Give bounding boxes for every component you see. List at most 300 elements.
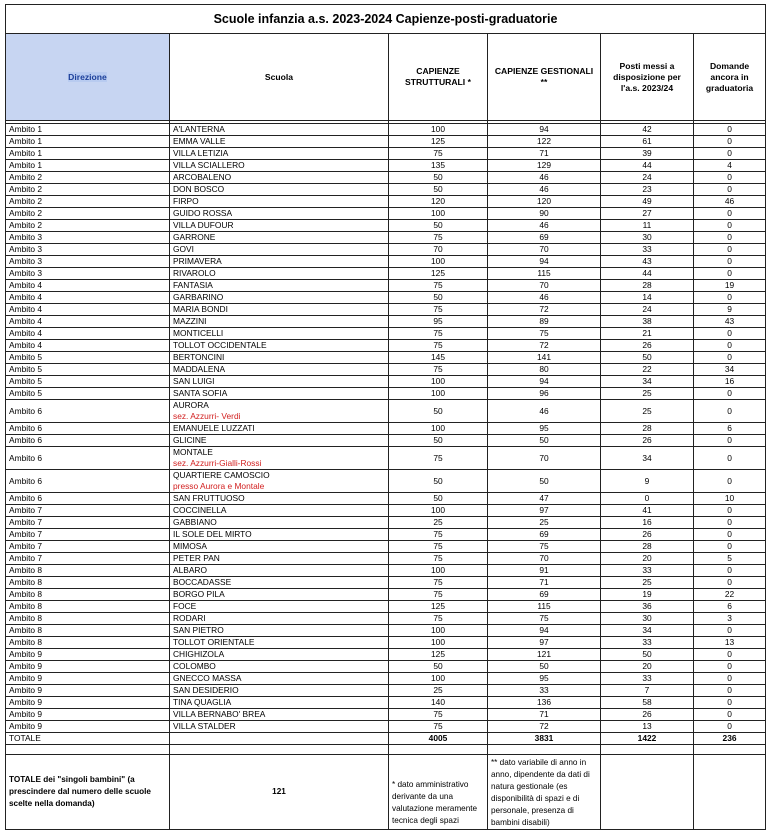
cell-capienze-gestionali: 97 xyxy=(488,505,601,517)
table-row xyxy=(6,661,766,673)
cell-posti: 42 xyxy=(601,124,694,136)
totale-label: TOTALE xyxy=(6,733,170,745)
cell-posti: 28 xyxy=(601,541,694,553)
cell-capienze-strutturali: 50 xyxy=(389,493,488,505)
school-name: RIVAROLO xyxy=(173,268,216,278)
cell-direzione: Ambito 8 xyxy=(6,589,170,601)
cell-domande: 0 xyxy=(694,136,766,148)
cell-scuola xyxy=(170,268,389,280)
cell-capienze-strutturali: 50 xyxy=(389,184,488,196)
cell-domande: 0 xyxy=(694,340,766,352)
cell-direzione: Ambito 9 xyxy=(6,697,170,709)
school-name: MARIA BONDI xyxy=(173,304,228,314)
cell-capienze-gestionali: 95 xyxy=(488,673,601,685)
header-domande: Domande ancora in graduatoria xyxy=(694,34,766,121)
cell-scuola xyxy=(170,244,389,256)
cell-scuola xyxy=(170,160,389,172)
cell-capienze-strutturali: 75 xyxy=(389,280,488,292)
cell-capienze-gestionali: 75 xyxy=(488,613,601,625)
cell-scuola xyxy=(170,364,389,376)
table-row xyxy=(6,208,766,220)
cell-capienze-gestionali: 115 xyxy=(488,601,601,613)
footer-row xyxy=(6,755,766,830)
cell-capienze-gestionali: 70 xyxy=(488,244,601,256)
cell-capienze-strutturali: 50 xyxy=(389,470,488,493)
cell-direzione: Ambito 2 xyxy=(6,196,170,208)
cell-capienze-strutturali: 70 xyxy=(389,244,488,256)
cell-domande: 0 xyxy=(694,435,766,447)
table-row xyxy=(6,184,766,196)
table-row xyxy=(6,541,766,553)
cell-direzione: Ambito 8 xyxy=(6,637,170,649)
cell-domande: 34 xyxy=(694,364,766,376)
school-name: PRIMAVERA xyxy=(173,256,222,266)
cell-capienze-gestionali: 71 xyxy=(488,577,601,589)
cell-capienze-strutturali: 100 xyxy=(389,124,488,136)
cell-direzione: Ambito 3 xyxy=(6,268,170,280)
school-name: QUARTIERE CAMOSCIO xyxy=(173,470,270,480)
cell-capienze-strutturali: 125 xyxy=(389,268,488,280)
cell-domande: 0 xyxy=(694,565,766,577)
cell-scuola xyxy=(170,388,389,400)
cell-scuola xyxy=(170,316,389,328)
sheet-title: Scuole infanzia a.s. 2023-2024 Capienze-posti-graduatorie xyxy=(6,5,766,34)
cell-domande: 13 xyxy=(694,637,766,649)
school-name: ALBARO xyxy=(173,565,207,575)
cell-posti: 50 xyxy=(601,352,694,364)
cell-scuola xyxy=(170,553,389,565)
cell-scuola xyxy=(170,304,389,316)
cell-scuola xyxy=(170,400,389,423)
table-row xyxy=(6,625,766,637)
cell-domande: 0 xyxy=(694,268,766,280)
table-row xyxy=(6,517,766,529)
table-row xyxy=(6,697,766,709)
cell-posti: 33 xyxy=(601,565,694,577)
header-capienze-strutturali: CAPIENZE STRUTTURALI * xyxy=(389,34,488,121)
cell-capienze-gestionali: 94 xyxy=(488,376,601,388)
cell-capienze-gestionali: 46 xyxy=(488,400,601,423)
school-name: TOLLOT OCCIDENTALE xyxy=(173,340,267,350)
cell-direzione: Ambito 3 xyxy=(6,232,170,244)
cell-domande: 0 xyxy=(694,470,766,493)
cell-domande: 0 xyxy=(694,697,766,709)
cell-capienze-strutturali: 75 xyxy=(389,613,488,625)
cell-scuola xyxy=(170,541,389,553)
cell-scuola xyxy=(170,340,389,352)
cell-scuola xyxy=(170,292,389,304)
table-row xyxy=(6,280,766,292)
cell-scuola xyxy=(170,493,389,505)
cell-capienze-strutturali: 75 xyxy=(389,304,488,316)
cell-scuola xyxy=(170,280,389,292)
school-name: FIRPO xyxy=(173,196,199,206)
school-name: VILLA LETIZIA xyxy=(173,148,229,158)
cell-direzione: Ambito 7 xyxy=(6,529,170,541)
cell-capienze-strutturali: 75 xyxy=(389,589,488,601)
table-row xyxy=(6,435,766,447)
school-name: CHIGHIZOLA xyxy=(173,649,225,659)
cell-scuola xyxy=(170,589,389,601)
cell-direzione: Ambito 9 xyxy=(6,649,170,661)
school-note: presso Aurora e Montale xyxy=(173,481,265,491)
cell-capienze-gestionali: 50 xyxy=(488,470,601,493)
cell-posti: 38 xyxy=(601,316,694,328)
cell-direzione: Ambito 9 xyxy=(6,661,170,673)
cell-scuola xyxy=(170,505,389,517)
school-name: GLICINE xyxy=(173,435,207,445)
cell-capienze-strutturali: 125 xyxy=(389,136,488,148)
cell-scuola xyxy=(170,196,389,208)
cell-capienze-gestionali: 120 xyxy=(488,196,601,208)
cell-capienze-strutturali: 135 xyxy=(389,160,488,172)
school-name: ARCOBALENO xyxy=(173,172,232,182)
cell-posti: 34 xyxy=(601,447,694,470)
cell-capienze-gestionali: 47 xyxy=(488,493,601,505)
cell-direzione: Ambito 1 xyxy=(6,136,170,148)
school-name: GUIDO ROSSA xyxy=(173,208,233,218)
cell-domande: 0 xyxy=(694,232,766,244)
cell-domande: 0 xyxy=(694,541,766,553)
cell-direzione: Ambito 7 xyxy=(6,517,170,529)
cell-capienze-strutturali: 140 xyxy=(389,697,488,709)
cell-capienze-strutturali: 145 xyxy=(389,352,488,364)
cell-capienze-gestionali: 50 xyxy=(488,435,601,447)
school-name: MONTALE xyxy=(173,447,213,457)
school-name: GARRONE xyxy=(173,232,216,242)
cell-capienze-strutturali: 125 xyxy=(389,601,488,613)
cell-domande: 0 xyxy=(694,124,766,136)
school-name: TOLLOT ORIENTALE xyxy=(173,637,255,647)
school-name: GOVI xyxy=(173,244,194,254)
cell-domande: 0 xyxy=(694,244,766,256)
header-capienze-gestionali: CAPIENZE GESTIONALI ** xyxy=(488,34,601,121)
cell-domande: 43 xyxy=(694,316,766,328)
cell-posti: 61 xyxy=(601,136,694,148)
cell-posti: 36 xyxy=(601,601,694,613)
cell-capienze-gestionali: 33 xyxy=(488,685,601,697)
table-row xyxy=(6,673,766,685)
cell-capienze-strutturali: 95 xyxy=(389,316,488,328)
cell-domande: 0 xyxy=(694,529,766,541)
totale-gestionali: 3831 xyxy=(488,733,601,745)
cell-posti: 23 xyxy=(601,184,694,196)
cell-posti: 44 xyxy=(601,268,694,280)
cell-domande: 0 xyxy=(694,220,766,232)
cell-posti: 26 xyxy=(601,709,694,721)
cell-scuola xyxy=(170,256,389,268)
school-name: MAZZINI xyxy=(173,316,207,326)
school-name: EMANUELE LUZZATI xyxy=(173,423,255,433)
school-name: COCCINELLA xyxy=(173,505,227,515)
cell-posti: 24 xyxy=(601,172,694,184)
cell-domande: 3 xyxy=(694,613,766,625)
school-name: BORGO PILA xyxy=(173,589,225,599)
school-name: IL SOLE DEL MIRTO xyxy=(173,529,252,539)
cell-capienze-strutturali: 75 xyxy=(389,577,488,589)
cell-domande: 0 xyxy=(694,625,766,637)
table-row xyxy=(6,148,766,160)
cell-scuola xyxy=(170,148,389,160)
cell-posti: 30 xyxy=(601,613,694,625)
school-name: TINA QUAGLIA xyxy=(173,697,232,707)
cell-posti: 21 xyxy=(601,328,694,340)
cell-domande: 0 xyxy=(694,292,766,304)
cell-posti: 13 xyxy=(601,721,694,733)
cell-direzione: Ambito 4 xyxy=(6,340,170,352)
cell-posti: 20 xyxy=(601,553,694,565)
cell-direzione: Ambito 4 xyxy=(6,304,170,316)
header-posti: Posti messi a disposizione per l'a.s. 2023/24 xyxy=(601,34,694,121)
cell-direzione: Ambito 4 xyxy=(6,292,170,304)
cell-domande: 5 xyxy=(694,553,766,565)
header-row xyxy=(6,34,766,121)
table-row xyxy=(6,256,766,268)
totale-strutturali: 4005 xyxy=(389,733,488,745)
cell-domande: 0 xyxy=(694,517,766,529)
cell-posti: 19 xyxy=(601,589,694,601)
school-note: sez. Azzurri-Gialli-Rossi xyxy=(173,458,262,468)
cell-direzione: Ambito 5 xyxy=(6,364,170,376)
cell-posti: 7 xyxy=(601,685,694,697)
cell-posti: 24 xyxy=(601,304,694,316)
cell-posti: 34 xyxy=(601,376,694,388)
cell-direzione: Ambito 7 xyxy=(6,541,170,553)
cell-domande: 0 xyxy=(694,673,766,685)
cell-domande: 0 xyxy=(694,685,766,697)
cell-direzione: Ambito 8 xyxy=(6,601,170,613)
cell-direzione: Ambito 6 xyxy=(6,400,170,423)
cell-domande: 0 xyxy=(694,184,766,196)
cell-posti: 25 xyxy=(601,577,694,589)
school-name: VILLA DUFOUR xyxy=(173,220,234,230)
cell-direzione: Ambito 8 xyxy=(6,577,170,589)
cell-direzione: Ambito 1 xyxy=(6,148,170,160)
cell-scuola xyxy=(170,529,389,541)
cell-direzione: Ambito 8 xyxy=(6,565,170,577)
school-name: SAN FRUTTUOSO xyxy=(173,493,245,503)
cell-posti: 25 xyxy=(601,400,694,423)
cell-capienze-gestionali: 46 xyxy=(488,172,601,184)
cell-scuola xyxy=(170,136,389,148)
cell-capienze-strutturali: 125 xyxy=(389,649,488,661)
cell-direzione: Ambito 8 xyxy=(6,613,170,625)
cell-domande: 0 xyxy=(694,352,766,364)
table-row xyxy=(6,601,766,613)
cell-direzione: Ambito 2 xyxy=(6,220,170,232)
cell-scuola xyxy=(170,601,389,613)
cell-capienze-strutturali: 100 xyxy=(389,625,488,637)
cell-domande: 0 xyxy=(694,661,766,673)
table-row xyxy=(6,400,766,423)
cell-capienze-gestionali: 71 xyxy=(488,709,601,721)
cell-direzione: Ambito 6 xyxy=(6,470,170,493)
cell-capienze-strutturali: 75 xyxy=(389,529,488,541)
cell-capienze-gestionali: 91 xyxy=(488,565,601,577)
cell-capienze-gestionali: 70 xyxy=(488,280,601,292)
cell-scuola xyxy=(170,637,389,649)
table-row xyxy=(6,328,766,340)
cell-domande: 46 xyxy=(694,196,766,208)
table-row xyxy=(6,685,766,697)
cell-posti: 44 xyxy=(601,160,694,172)
cell-domande: 0 xyxy=(694,649,766,661)
cell-scuola xyxy=(170,124,389,136)
school-name: GARBARINO xyxy=(173,292,224,302)
cell-direzione: Ambito 4 xyxy=(6,328,170,340)
cell-capienze-strutturali: 50 xyxy=(389,661,488,673)
cell-direzione: Ambito 1 xyxy=(6,160,170,172)
table-row xyxy=(6,447,766,470)
cell-capienze-strutturali: 50 xyxy=(389,400,488,423)
cell-capienze-strutturali: 75 xyxy=(389,721,488,733)
cell-domande: 0 xyxy=(694,400,766,423)
cell-domande: 16 xyxy=(694,376,766,388)
cell-capienze-strutturali: 120 xyxy=(389,196,488,208)
table-row xyxy=(6,649,766,661)
table-row xyxy=(6,124,766,136)
cell-capienze-gestionali: 90 xyxy=(488,208,601,220)
cell-scuola xyxy=(170,435,389,447)
table-row xyxy=(6,160,766,172)
table-row xyxy=(6,505,766,517)
table-row xyxy=(6,493,766,505)
cell-scuola xyxy=(170,577,389,589)
cell-direzione: Ambito 9 xyxy=(6,721,170,733)
cell-capienze-gestionali: 70 xyxy=(488,447,601,470)
cell-domande: 6 xyxy=(694,601,766,613)
cell-direzione: Ambito 2 xyxy=(6,172,170,184)
cell-posti: 49 xyxy=(601,196,694,208)
cell-capienze-gestionali: 129 xyxy=(488,160,601,172)
cell-scuola xyxy=(170,625,389,637)
cell-scuola xyxy=(170,685,389,697)
school-note: sez. Azzurri- Verdi xyxy=(173,411,241,421)
table-row xyxy=(6,376,766,388)
cell-capienze-gestionali: 46 xyxy=(488,184,601,196)
table-row xyxy=(6,589,766,601)
cell-domande: 6 xyxy=(694,423,766,435)
cell-capienze-strutturali: 100 xyxy=(389,388,488,400)
cell-capienze-gestionali: 72 xyxy=(488,304,601,316)
cell-capienze-strutturali: 75 xyxy=(389,148,488,160)
school-name: SANTA SOFIA xyxy=(173,388,228,398)
school-name: MADDALENA xyxy=(173,364,226,374)
table-row xyxy=(6,613,766,625)
cell-capienze-gestionali: 69 xyxy=(488,232,601,244)
cell-posti: 26 xyxy=(601,340,694,352)
cell-scuola xyxy=(170,649,389,661)
table-row xyxy=(6,196,766,208)
totale-posti: 1422 xyxy=(601,733,694,745)
table-row xyxy=(6,637,766,649)
cell-domande: 0 xyxy=(694,328,766,340)
table-row xyxy=(6,364,766,376)
cell-domande: 0 xyxy=(694,172,766,184)
cell-capienze-strutturali: 75 xyxy=(389,232,488,244)
cell-scuola xyxy=(170,661,389,673)
cell-domande: 0 xyxy=(694,721,766,733)
school-name: GNECCO MASSA xyxy=(173,673,242,683)
note-gestionali: ** dato variabile di anno in anno, dipendente da dati di natura gestionale (es disponibilità di spazi e di personale, presenza di bambini disabili) xyxy=(488,755,601,830)
table-row xyxy=(6,220,766,232)
cell-posti: 26 xyxy=(601,435,694,447)
cell-direzione: Ambito 6 xyxy=(6,423,170,435)
cell-scuola xyxy=(170,352,389,364)
cell-scuola xyxy=(170,697,389,709)
cell-capienze-strutturali: 50 xyxy=(389,172,488,184)
cell-domande: 0 xyxy=(694,505,766,517)
cell-capienze-strutturali: 100 xyxy=(389,637,488,649)
cell-scuola xyxy=(170,423,389,435)
cell-scuola xyxy=(170,709,389,721)
cell-domande: 0 xyxy=(694,256,766,268)
cell-capienze-strutturali: 50 xyxy=(389,220,488,232)
header-direzione[interactable]: Direzione xyxy=(6,34,170,121)
cell-capienze-gestionali: 69 xyxy=(488,529,601,541)
cell-direzione: Ambito 6 xyxy=(6,447,170,470)
cell-posti: 41 xyxy=(601,505,694,517)
cell-capienze-strutturali: 75 xyxy=(389,541,488,553)
cell-domande: 0 xyxy=(694,709,766,721)
cell-scuola xyxy=(170,721,389,733)
cell-domande: 0 xyxy=(694,577,766,589)
table-row xyxy=(6,340,766,352)
cell-posti: 9 xyxy=(601,470,694,493)
cell-capienze-gestionali: 46 xyxy=(488,220,601,232)
cell-scuola xyxy=(170,172,389,184)
cell-posti: 20 xyxy=(601,661,694,673)
cell-posti: 28 xyxy=(601,423,694,435)
cell-direzione: Ambito 4 xyxy=(6,280,170,292)
table-row xyxy=(6,292,766,304)
cell-capienze-gestionali: 71 xyxy=(488,148,601,160)
cell-capienze-strutturali: 50 xyxy=(389,435,488,447)
school-name: DON BOSCO xyxy=(173,184,225,194)
cell-capienze-strutturali: 100 xyxy=(389,423,488,435)
table-row xyxy=(6,388,766,400)
cell-scuola xyxy=(170,673,389,685)
school-name: SAN LUIGI xyxy=(173,376,215,386)
cell-capienze-gestionali: 72 xyxy=(488,721,601,733)
cell-direzione: Ambito 5 xyxy=(6,388,170,400)
footer-label: TOTALE dei "singoli bambini" (a prescindere dal numero delle scuole scelte nella domanda) xyxy=(6,755,170,830)
cell-capienze-gestionali: 115 xyxy=(488,268,601,280)
school-name: PETER PAN xyxy=(173,553,220,563)
cell-capienze-gestionali: 97 xyxy=(488,637,601,649)
cell-capienze-strutturali: 75 xyxy=(389,340,488,352)
table-row xyxy=(6,721,766,733)
cell-domande: 0 xyxy=(694,388,766,400)
cell-scuola xyxy=(170,470,389,493)
cell-direzione: Ambito 7 xyxy=(6,505,170,517)
cell-posti: 30 xyxy=(601,232,694,244)
cell-domande: 9 xyxy=(694,304,766,316)
cell-direzione: Ambito 5 xyxy=(6,376,170,388)
cell-scuola xyxy=(170,208,389,220)
school-name: SAN PIETRO xyxy=(173,625,224,635)
school-name: RODARI xyxy=(173,613,206,623)
cell-direzione: Ambito 9 xyxy=(6,673,170,685)
cell-capienze-strutturali: 75 xyxy=(389,447,488,470)
cell-direzione: Ambito 9 xyxy=(6,685,170,697)
table-row xyxy=(6,232,766,244)
cell-posti: 28 xyxy=(601,280,694,292)
cell-capienze-gestionali: 46 xyxy=(488,292,601,304)
cell-posti: 14 xyxy=(601,292,694,304)
totale-row xyxy=(6,733,766,745)
school-name: VILLA SCIALLERO xyxy=(173,160,245,170)
